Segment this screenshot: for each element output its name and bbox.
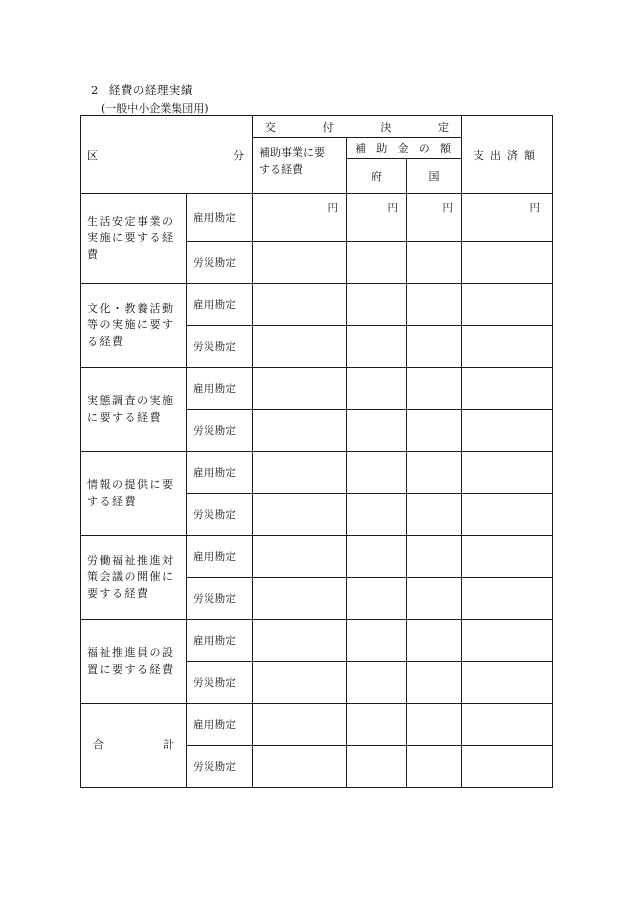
category-line: 費 — [87, 247, 100, 261]
amount-cell[interactable] — [462, 536, 553, 578]
amount-cell[interactable] — [253, 662, 347, 704]
account-koyou: 雇用勘定 — [187, 368, 253, 410]
amount-cell[interactable] — [407, 494, 462, 536]
amount-cell[interactable] — [462, 620, 553, 662]
amount-cell[interactable] — [407, 410, 462, 452]
amount-cell[interactable] — [462, 410, 553, 452]
amount-cell[interactable] — [253, 368, 347, 410]
table-row — [81, 536, 553, 578]
amount-cell[interactable] — [347, 284, 407, 326]
amount-cell[interactable] — [407, 746, 462, 788]
table-row — [81, 194, 553, 242]
amount-cell[interactable] — [462, 704, 553, 746]
account-rousai: 労災勘定 — [187, 410, 253, 452]
amount-cell[interactable] — [253, 620, 347, 662]
hojo-jigyou-line-1: 補助事業に要 — [259, 146, 325, 159]
koufu-char-1: 交 — [265, 120, 276, 134]
category-cell — [81, 452, 187, 536]
category-line: 生活安定事業の — [87, 214, 175, 228]
amount-cell[interactable] — [253, 326, 347, 368]
amount-cell[interactable] — [462, 284, 553, 326]
koufu-char-3: 決 — [380, 120, 392, 134]
amount-cell[interactable] — [253, 578, 347, 620]
hojokin-char-5: 額 — [440, 142, 451, 155]
amount-cell[interactable] — [347, 410, 407, 452]
koufu-kettei-header — [253, 116, 462, 138]
amount-cell[interactable] — [347, 452, 407, 494]
amount-cell[interactable] — [347, 704, 407, 746]
account-koyou: 雇用勘定 — [187, 194, 253, 242]
total-char-1: 合 — [93, 738, 104, 752]
koku-header: 国 — [407, 159, 462, 194]
yen-unit-fu: 円 — [347, 194, 407, 242]
section-heading — [91, 82, 193, 98]
amount-cell[interactable] — [253, 704, 347, 746]
table-row — [81, 284, 553, 326]
amount-cell[interactable] — [253, 494, 347, 536]
category-line: 実態調査の実施 — [87, 394, 175, 407]
amount-cell[interactable] — [407, 368, 462, 410]
amount-cell[interactable] — [347, 536, 407, 578]
amount-cell[interactable] — [347, 662, 407, 704]
amount-cell[interactable] — [347, 494, 407, 536]
account-rousai: 労災勘定 — [187, 242, 253, 284]
hojokin-char-4: の — [418, 142, 430, 155]
category-line: 要する経費 — [87, 586, 150, 600]
yen-unit-shishutsu: 円 — [462, 194, 553, 242]
category-cell — [81, 194, 187, 284]
hojokin-char-3: 金 — [397, 142, 409, 155]
hojo-jigyou-line-2: する経費 — [259, 163, 303, 176]
amount-cell[interactable] — [407, 536, 462, 578]
amount-cell[interactable] — [253, 242, 347, 284]
fu-header: 府 — [347, 159, 407, 194]
amount-cell[interactable] — [462, 326, 553, 368]
amount-cell[interactable] — [407, 662, 462, 704]
amount-cell[interactable] — [347, 368, 407, 410]
amount-cell[interactable] — [407, 242, 462, 284]
table-row — [81, 452, 553, 494]
amount-cell[interactable] — [407, 284, 462, 326]
kubun-header-cell — [81, 116, 253, 194]
amount-cell[interactable] — [347, 578, 407, 620]
yen-unit-koku: 円 — [407, 194, 462, 242]
amount-cell[interactable] — [253, 746, 347, 788]
table-row — [81, 620, 553, 662]
kubun-char-2: 分 — [233, 148, 244, 162]
amount-cell[interactable] — [462, 662, 553, 704]
category-cell — [81, 284, 187, 368]
category-cell — [81, 368, 187, 452]
category-line: する経費 — [87, 494, 137, 508]
category-line: 置に要する経費 — [87, 662, 175, 676]
amount-cell[interactable] — [347, 620, 407, 662]
koufu-char-4: 定 — [437, 120, 449, 134]
category-cell — [81, 536, 187, 620]
account-koyou: 雇用勘定 — [187, 704, 253, 746]
category-line: 文化・教養活動 — [87, 301, 175, 315]
header-row-1 — [81, 116, 553, 138]
amount-cell[interactable] — [462, 746, 553, 788]
amount-cell[interactable] — [407, 620, 462, 662]
yen-unit-hojo: 円 — [253, 194, 347, 242]
category-line: 情報の提供に要 — [87, 478, 175, 491]
category-cell — [81, 620, 187, 704]
koufu-char-2: 付 — [322, 120, 334, 134]
section-subtitle: (一般中小企業集団用) — [101, 102, 209, 115]
category-line: 労働福祉推進対 — [87, 553, 175, 567]
account-rousai: 労災勘定 — [187, 662, 253, 704]
category-line: 実施に要する経 — [87, 231, 175, 245]
amount-cell[interactable] — [407, 578, 462, 620]
kubun-char-1: 区 — [87, 148, 98, 162]
hojo-jigyou-header — [253, 138, 347, 194]
total-row — [81, 704, 553, 746]
category-line: に要する経費 — [87, 410, 162, 424]
amount-cell[interactable] — [253, 284, 347, 326]
account-rousai: 労災勘定 — [187, 746, 253, 788]
section-title: 経費の経理実績 — [108, 83, 193, 97]
account-rousai: 労災勘定 — [187, 494, 253, 536]
account-rousai: 労災勘定 — [187, 578, 253, 620]
account-koyou: 雇用勘定 — [187, 284, 253, 326]
amount-cell[interactable] — [407, 704, 462, 746]
category-line: る経費 — [87, 334, 125, 348]
amount-cell[interactable] — [407, 452, 462, 494]
table-row — [81, 368, 553, 410]
category-line: 福祉推進員の設 — [87, 646, 175, 659]
hojokin-gaku-header — [347, 138, 462, 159]
section-number: 2 — [91, 83, 99, 97]
amount-cell[interactable] — [347, 242, 407, 284]
amount-cell[interactable] — [407, 326, 462, 368]
amount-cell[interactable] — [253, 536, 347, 578]
category-line: 策会議の開催に — [87, 570, 175, 584]
total-label-cell — [81, 704, 187, 788]
amount-cell[interactable] — [462, 494, 553, 536]
account-rousai: 労災勘定 — [187, 326, 253, 368]
hojokin-char-1: 補 — [355, 142, 366, 155]
amount-cell[interactable] — [462, 452, 553, 494]
amount-cell[interactable] — [462, 368, 553, 410]
total-char-2: 計 — [163, 738, 174, 752]
expense-record-table — [80, 115, 553, 788]
amount-cell[interactable] — [462, 578, 553, 620]
account-koyou: 雇用勘定 — [187, 620, 253, 662]
amount-cell[interactable] — [347, 326, 407, 368]
amount-cell[interactable] — [347, 746, 407, 788]
account-koyou: 雇用勘定 — [187, 536, 253, 578]
amount-cell[interactable] — [462, 242, 553, 284]
shishutsu-header: 支出済額 — [462, 116, 553, 194]
account-koyou: 雇用勘定 — [187, 452, 253, 494]
amount-cell[interactable] — [253, 410, 347, 452]
hojokin-char-2: 助 — [376, 142, 388, 155]
amount-cell[interactable] — [253, 452, 347, 494]
category-line: 等の実施に要す — [87, 318, 175, 332]
